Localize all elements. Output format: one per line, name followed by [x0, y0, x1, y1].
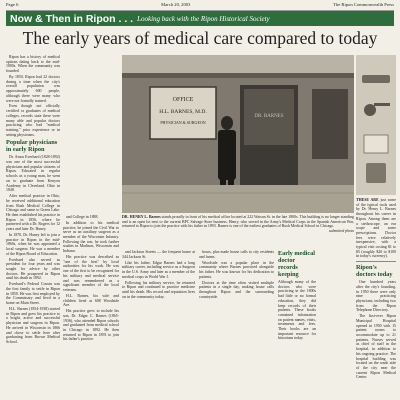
col1-paragraph: Ripon has a history of medical options dating back to the mid-1800s. When the community was founded [6, 55, 60, 74]
col1-paragraph: Everhard also served as president for four years and was sought for advice by other doctors. He prospered in Ripon until his death in 1892. [6, 257, 60, 281]
col1-paragraph: H.L. Barnes (1854-1938) started in Ripon and grew his practice to a bright, active and successful physician and surgeon in Ripon. He arrived in Wisconsin in 1866 and chose to settle here after graduating from Brown Medical School. [6, 307, 60, 344]
sign-line-2: H.L. BARNES, M.D. [159, 109, 207, 115]
article-column-4 [199, 250, 274, 400]
sign-line-1: OFFICE [172, 97, 194, 103]
tools-caption-text: just some of the typical tools used by Dr. Henry L. Barnes throughout his career in Ripon. Among them are a stethoscope, an ear scope and some prescriptions. Doctor fees were relatively inexpensive, with a typical visit costing $1 to $5 (roughly $20 to $100 in today's currency). [356, 198, 396, 259]
page-number: Page 6 [6, 2, 19, 7]
historic-office-photo [122, 55, 354, 213]
col3-paragraph: Like his father, Edgar Barnes had a long military career, including service as a Surgeon in the U.S. Army and later as a member of the medical corps in World War I. [122, 260, 195, 279]
col2-paragraph: and College in 1888. [66, 215, 99, 219]
col1-paragraph: By 1850, Ripon had 22 doctors during a time when the city's overall population was approximately 600 people, although there were many who were not formally trained. [6, 75, 60, 103]
tools-caption [356, 198, 396, 262]
article-column-2 [63, 55, 119, 400]
sign-line-3: PHYSICIAN & SURGEON [160, 120, 206, 125]
col2-paragraph: His practice was described as "one of the best" by local authorities for his work. He was one of the first to be recognized for his military and medical service and was remembered as a significant member of the local veterans. [63, 255, 119, 292]
col4-paragraph: Woodside was a popular place in the community where Barnes practiced alongside his father. He was known for his dedication to patients. [199, 260, 274, 279]
medical-tools-illustration [356, 55, 396, 195]
col4-paragraph: hours, plus made house calls to city residents and farms. [199, 250, 274, 259]
col1-paragraph: Everhard's Federal Cousin was the first family to settle in Ripon in 1850. He was first employed by the Commissary and lived in a home on Main Street. [6, 282, 60, 306]
article-headline: The early years of medical care compared to today [22, 28, 378, 48]
col4-paragraph: Doctors at the time often visited multiple patients in a single day, making house calls throughout Ripon and the surrounding countryside. [199, 280, 274, 299]
box-body: Although many of the doctors who were practicing in the 1800s had little or no formal education, they did keep records of their patients. These books contained information on patient names, visits, treatments and fees. Their books are an important resource for historians today. [278, 280, 316, 341]
col3-paragraph: Following his military service, he returned to Ripon and continued to practice medicine until his death. His record and reputation lives on in the community today. [122, 280, 195, 299]
column-spacer [63, 55, 119, 215]
section-banner [6, 11, 394, 26]
section-subhead: Popular physicians in early Ripon [6, 139, 58, 154]
sidebar-subhead: Ripon's doctors today [356, 264, 393, 279]
sidebar-paragraph: The first-ever Ripon Municipal Hospital opened in 1950 with 15 patient rooms to accommodate up to 21 patients. Nurses served as chief of staff in the hospital, in addition to his ongoing practice. The hospital building was located on the south side of the city near the current Ripon Medical Center. [356, 314, 396, 380]
caption-lead: DR. HENRY L. Barnes [122, 215, 161, 219]
banner-title: Now & Then in Ripon . . . [10, 12, 134, 25]
col1-paragraph: Even though not officially certified or graduates of medical colleges, records state there were many able and popular doctors practicing who had "medical training," prior experience or in setting physicians. [6, 104, 60, 137]
caption-text: stands proudly in front of his medical office located at 222 Watson St. in the late 1800s. This building is no longer standing and is an open lot next to the current BPC Salvage Store business. Henry, who served in the Army's Medical Corps in the Spanish American War, returned to Ripon to join the practice with his father in 1893. Barnes is one of the earliest graduates of Rush Medical School in Chicago. [122, 215, 354, 229]
col2-paragraph: In addition to his medical practice, he joined the Civil War to serve as an auxiliary surgeon as a member of the Wisconsin Infantry. Following the war, he took further studies in Madison, Wisconsin and Indiana. [63, 220, 119, 254]
record-keeping-box [278, 250, 316, 400]
tools-photo [356, 55, 396, 195]
tools-caption-lead: THESE ARE [356, 198, 379, 202]
box-title: Early medical doctor records keeping [278, 250, 315, 278]
banner-subtitle: Looking back with the Ripon Historical Society [137, 14, 270, 23]
col3-paragraph: and Jackson Streets — the frequent home at 344 Jackson St. [122, 250, 195, 259]
col2-paragraph: H.L. Barnes, his wife and children lived at 608 Woodside Ave. [63, 293, 119, 308]
sidebar-paragraph: One hundred years after the city's founding, in 1950 there were only nine practicing physicians, including two from the Ripon Telephone Directory. [356, 280, 396, 313]
photo-caption [122, 215, 354, 247]
photo-illustration [122, 55, 354, 213]
newspaper-name: The Ripon Commonwealth Press [333, 2, 394, 7]
right-sidebar [356, 55, 396, 400]
col2-paragraph: His practice grew to include his son, Dr. Edgar C. Barnes (1865-1936), who attended Ripon schools and graduated from medical school in Chicago in 1892. He then returned to Ripon in 1893 to join his father's practice. [63, 309, 119, 342]
window-lettering: DR. BARNES [254, 114, 284, 119]
col1-paragraph: After medical practice in Ohio, he received additional education from Rush Medical College in Chicago and came to Green Lake. He then established his practice in Ripon in 1856, where he partnered with a Dr. Rogers for 12 years and later Dr. Haney. [6, 194, 60, 232]
page-folio [6, 2, 394, 11]
article-column-3 [122, 250, 195, 400]
col1-paragraph: In 1870, Dr. Haney left to join a practice in Ripon in the mid-1860s, when he was appointed a local surgeon. He was a member of the Ripon Board of Education. [6, 232, 60, 256]
photo-credit: submitted photo [329, 229, 354, 234]
col1-paragraph: Dr. Amos Everhard (1828-1892) was one of the most successful physicians and popular citizens of Ripon. Educated in regular schools as a young man, he went on to graduate from Kenyon Academy in Cleveland, Ohio in 1848. [6, 155, 60, 193]
sidebar-body [356, 280, 396, 381]
article-column-1 [6, 55, 60, 400]
issue-date: March 20, 2003 [161, 2, 191, 7]
